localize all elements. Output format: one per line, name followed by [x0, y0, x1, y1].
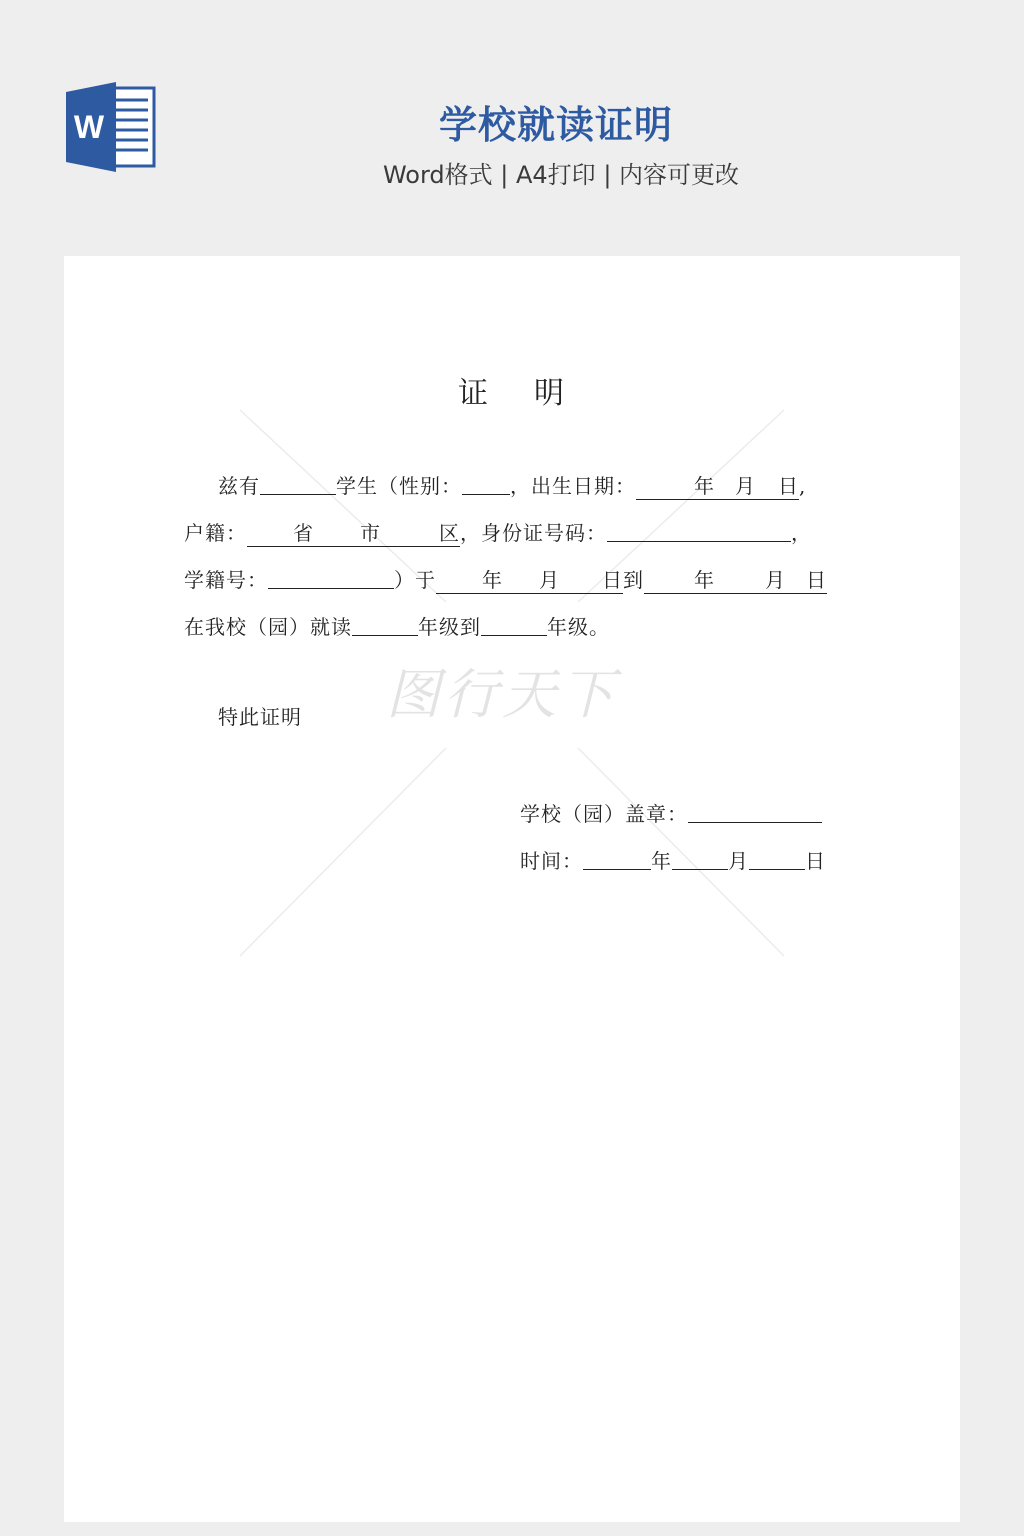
- seal-blank[interactable]: [688, 800, 822, 823]
- banner: [0, 0, 1024, 256]
- seal-line: 学校（园）盖章：: [520, 798, 822, 827]
- household-field[interactable]: 省 市 区: [247, 521, 460, 547]
- date-line: 时间： 年 月 日: [520, 849, 826, 873]
- paragraph-line-2: 户籍： 省 市 区，身份证号码： ，: [184, 521, 812, 545]
- id-number-blank[interactable]: [607, 519, 791, 542]
- day-blank[interactable]: [749, 847, 805, 870]
- watermark-text: 图行天下: [386, 663, 618, 726]
- page-title: 学校就读证明: [438, 103, 673, 147]
- watermark-lines: [64, 256, 960, 1522]
- grade-to-blank[interactable]: [481, 613, 547, 636]
- end-date-field[interactable]: 年 月 日: [644, 568, 827, 594]
- gender-blank[interactable]: [462, 472, 510, 495]
- month-blank[interactable]: [672, 847, 728, 870]
- student-id-blank[interactable]: [268, 566, 394, 589]
- grade-from-blank[interactable]: [352, 613, 418, 636]
- birth-date-field[interactable]: 年 月 日: [636, 474, 799, 500]
- word-icon-letter: W: [73, 109, 105, 145]
- paragraph-line-1: 兹有 学生（性别： ，出生日期： 年 月 日,: [218, 474, 807, 498]
- document-title: 证 明: [458, 376, 566, 411]
- paragraph-line-4: 在我校（园）就读 年级到 年级。: [184, 615, 610, 639]
- start-date-field[interactable]: 年 月 日: [436, 568, 623, 594]
- year-blank[interactable]: [583, 847, 651, 870]
- name-blank[interactable]: [260, 472, 336, 495]
- paragraph-line-3: 学籍号： ）于 年 月 日到 年 月 日: [184, 568, 827, 592]
- document-page: [64, 256, 960, 1522]
- page-subtitle: Word格式 | A4打印 | 内容可更改: [382, 161, 740, 189]
- closing-text: 特此证明: [218, 705, 302, 729]
